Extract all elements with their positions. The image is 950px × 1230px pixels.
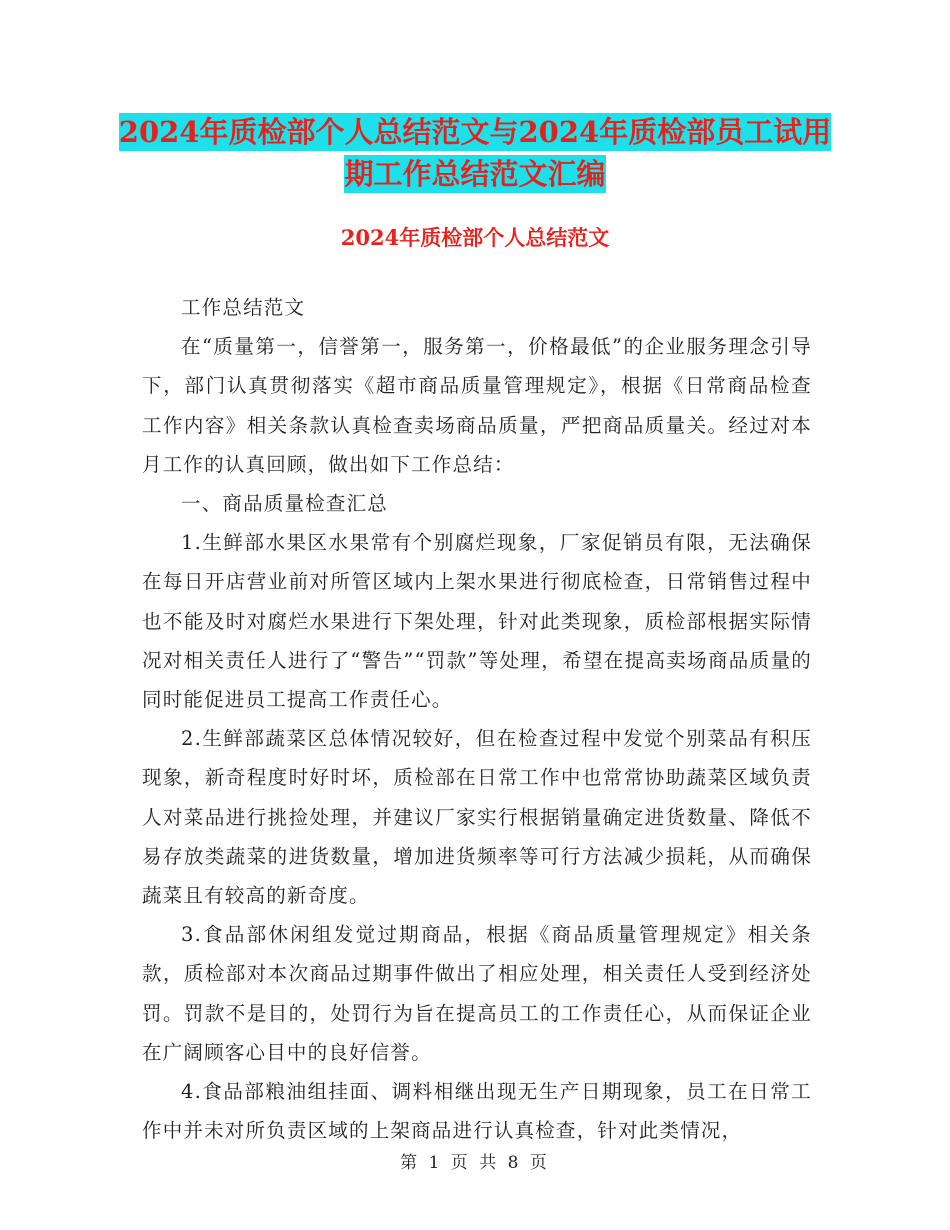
paragraph: 工作总结范文 (181, 296, 306, 319)
document-body (142, 288, 812, 1150)
paragraph: 在“质量第一，信誉第一，服务第一，价格最低”的企业服务理念引导下，部门认真贯彻落实《超市商品质量管理规定》，根据《日常商品检查工作内容》相关条款认真检查卖场商品质量，严把商品质量关。经过对本月工作的认真回顾，做出如下工作总结： (142, 335, 812, 476)
section-title: 2024年质检部个人总结范文 (340, 225, 610, 250)
document-title-line-1 (0, 108, 950, 156)
document-title-line-2 (0, 150, 950, 198)
paragraph: 4.食品部粮油组挂面、调料相继出现无生产日期现象，员工在日常工作中并未对所负责区域的上架商品进行认真检查，针对此类情况， (142, 1080, 812, 1143)
title-highlight: 期工作总结范文汇编 (344, 157, 606, 191)
paragraph: 3.食品部休闲组发觉过期商品，根据《商品质量管理规定》相关条款，质检部对本次商品过期事件做出了相应处理，相关责任人受到经济处罚。罚款不是目的，处罚行为旨在提高员工的工作责任心，从而保证企业在广阔顾客心目中的良好信誉。 (142, 923, 812, 1064)
page-footer: 第 1 页 共 8 页 (400, 1153, 550, 1173)
paragraph: 2.生鲜部蔬菜区总体情况较好，但在检查过程中发觉个别菜品有积压现象，新奇程度时好时坏，质检部在日常工作中也常常协助蔬菜区域负责人对菜品进行挑捡处理，并建议厂家实行根据销量确定进货数量、降低不易存放类蔬菜的进货数量，增加进货频率等可行方法减少损耗，从而确保蔬菜且有较高的新奇度。 (142, 727, 812, 908)
title-highlight: 2024年质检部个人总结范文与2024年质检部员工试用 (118, 115, 832, 149)
paragraph: 一、商品质量检查汇总 (181, 492, 389, 516)
paragraph: 1.生鲜部水果区水果常有个别腐烂现象，厂家促销员有限，无法确保在每日开店营业前对所管区域内上架水果进行彻底检查，日常销售过程中也不能及时对腐烂水果进行下架处理，针对此类现象，质检部根据实际情况对相关责任人进行了“警告”“罚款”等处理，希望在提高卖场商品质量的同时能促进员工提高工作责任心。 (142, 531, 812, 712)
